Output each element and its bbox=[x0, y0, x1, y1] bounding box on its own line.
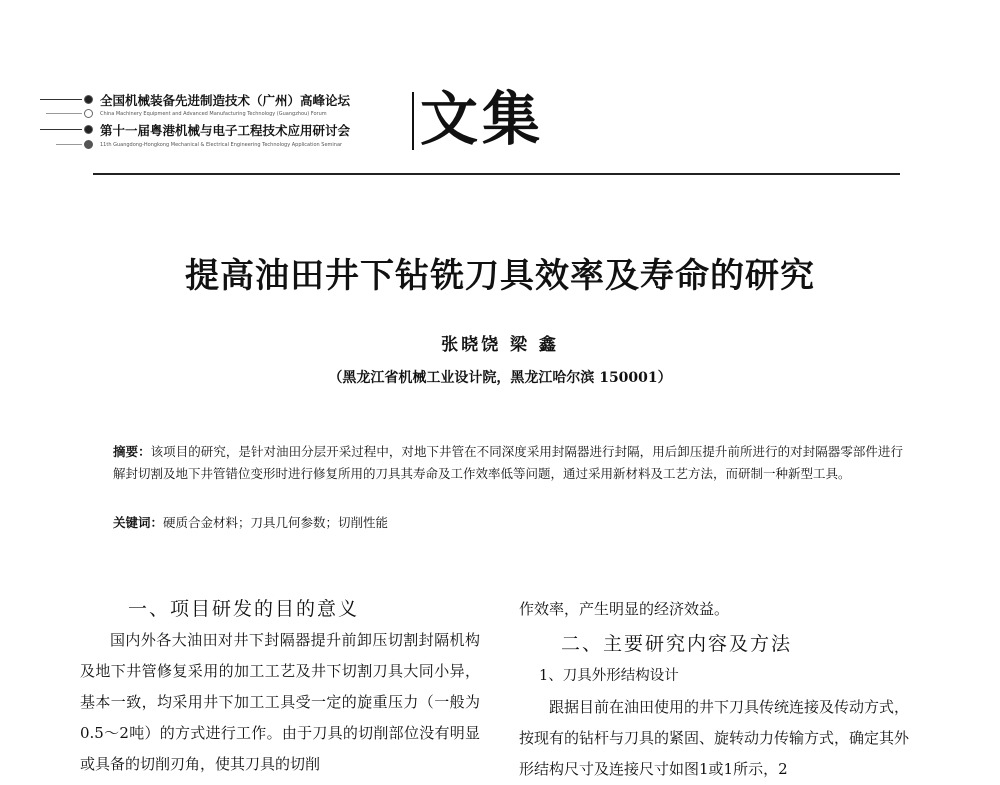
abstract-label: 摘要： bbox=[113, 444, 151, 459]
conference-name-2-en: 11th Guangdong-Hongkong Mechanical & Electrical Engineering Technology Application Seminar bbox=[100, 142, 343, 148]
conference-name-1: 全国机械装备先进制造技术（广州）高峰论坛 bbox=[100, 93, 351, 108]
bullet-icon bbox=[84, 95, 93, 104]
paper-affiliation: （黑龙江省机械工业设计院，黑龙江哈尔滨 150001） bbox=[328, 370, 672, 386]
header-line bbox=[46, 113, 82, 114]
bullet-icon bbox=[84, 125, 93, 134]
bullet-icon bbox=[84, 140, 93, 149]
keywords-text: 硬质合金材料；刀具几何参数；切削性能 bbox=[163, 515, 389, 530]
header-line bbox=[40, 129, 82, 130]
header-rule bbox=[93, 173, 900, 175]
right-column bbox=[519, 594, 909, 785]
header-line bbox=[40, 99, 82, 100]
abstract-text: 该项目的研究，是针对油田分层开采过程中，对地下井管在不同深度采用封隔器进行封隔，用后卸压提升前所进行的对封隔器零部件进行解封切割及地下井管错位变形时进行修复所用的刀具其寿命及工作效率低等问题，通过采用新材料及工艺方法，而研制一种新型工具。 bbox=[113, 444, 903, 481]
section-heading-2: 二、主要研究内容及方法 bbox=[561, 633, 793, 655]
keywords-label: 关键词： bbox=[113, 515, 164, 530]
conference-name-2: 第十一届粤港机械与电子工程技术应用研讨会 bbox=[100, 123, 351, 138]
header-divider bbox=[412, 92, 414, 150]
bullet-icon bbox=[84, 109, 93, 118]
abstract bbox=[113, 441, 903, 485]
header-line bbox=[56, 144, 82, 145]
conference-name-1-en: China Machinery Equipment and Advanced Manufacturing Technology (Guangzhou) Forum bbox=[100, 111, 327, 117]
paper-title: 提高油田井下钻铣刀具效率及寿命的研究 bbox=[185, 256, 815, 296]
section-2-paragraph: 跟据目前在油田使用的井下刀具传统连接及传动方式，按现有的钻杆与刀具的紧固、旋转动力传输方式，确定其外形结构尺寸及连接尺寸如图1或1所示，2 bbox=[519, 698, 910, 778]
collection-title: 文集 bbox=[420, 85, 545, 153]
subsection-heading-1: 1、刀具外形结构设计 bbox=[539, 668, 679, 684]
continued-text: 作效率，产生明显的经济效益。 bbox=[519, 600, 730, 618]
section-1-paragraph: 国内外各大油田对井下封隔器提升前卸压切割封隔机构及地下井管修复采用的加工工艺及井下切割刀具大同小异，基本一致，均采用井下加工工具受一定的旋重压力（一般为0.5～2吨）的方式进行工作。由于刀具的切削部位没有明显或具备的切削刃角，使其刀具的切削 bbox=[80, 631, 480, 773]
keywords bbox=[113, 512, 903, 534]
left-column bbox=[80, 594, 480, 780]
paper-authors: 张晓饶 梁 鑫 bbox=[441, 335, 559, 355]
section-heading-1: 一、项目研发的目的意义 bbox=[128, 598, 360, 620]
